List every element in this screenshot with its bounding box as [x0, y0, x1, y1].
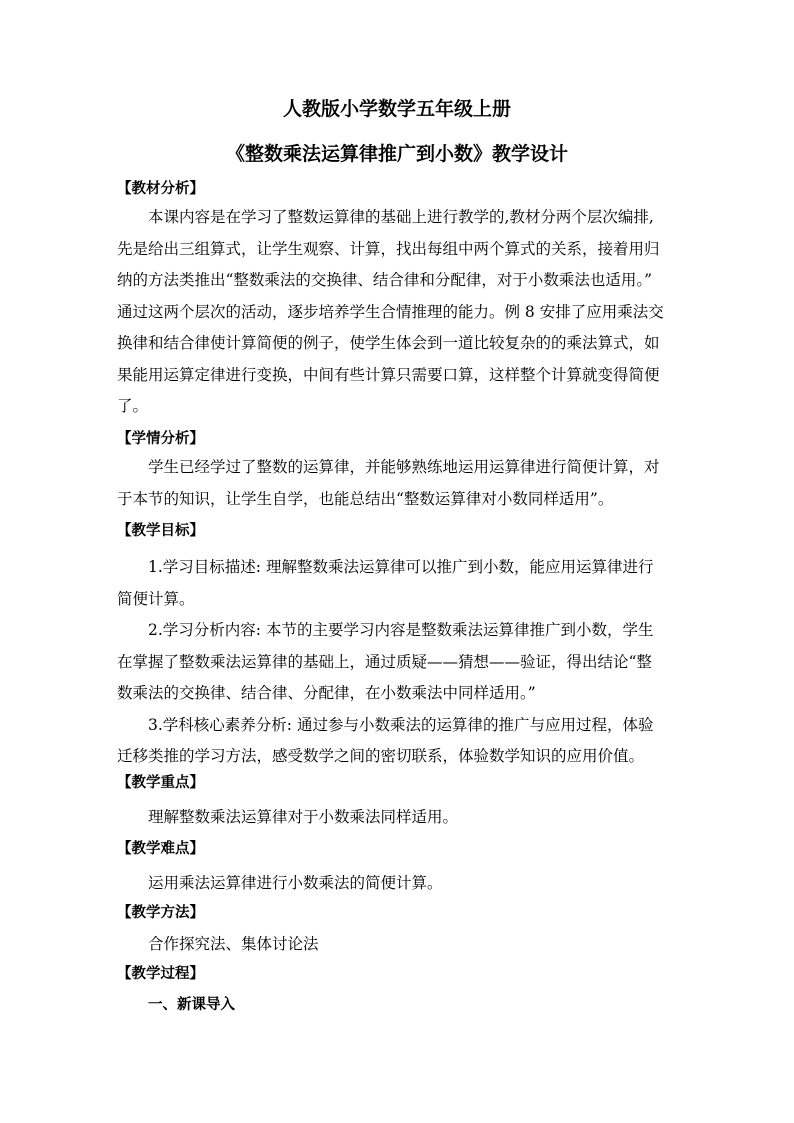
paragraph-line: 先是给出三组算式，让学生观察、计算，找出每组中两个算式的关系，接着用归 — [117, 239, 660, 258]
paragraph-line: 了。 — [117, 397, 149, 415]
paragraph-line: 数乘法的交换律、结合律、分配律，在小数乘法中同样适用。” — [117, 684, 536, 702]
paragraph-line: 果能用运算定律进行变换，中间有些计算只需要口算，这样整个计算就变得简便 — [117, 365, 660, 384]
section-heading-methods: 【教学方法】 — [117, 904, 204, 921]
paragraph-line: 于本节的知识，让学生自学，也能总结出“整数运算律对小数同样适用”。 — [117, 489, 614, 508]
section-body-difficulties: 运用乘法运算律进行小数乘法的简便计算。 — [148, 874, 443, 892]
section-subheading-intro: 一、新课导入 — [148, 996, 235, 1013]
document-title-line2: 《整数乘法运算律推广到小数》教学设计 — [225, 143, 568, 165]
paragraph-line: 本课内容是在学习了整数运算律的基础上进行教学的,教材分两个层次编排, — [148, 208, 654, 226]
paragraph-line: 迁移类推的学习方法，感受数学之间的密切联系，体验数学知识的应用价值。 — [117, 747, 645, 765]
section-heading-process: 【教学过程】 — [117, 965, 204, 982]
document-title-line1: 人教版小学数学五年级上册 — [282, 98, 511, 120]
section-heading-goals: 【教学目标】 — [117, 522, 204, 539]
section-heading-difficulties: 【教学难点】 — [117, 840, 204, 857]
paragraph-line: 1.学习目标描述: 理解整数乘法运算律可以推广到小数，能应用运算律进行 — [148, 558, 654, 576]
paragraph-line: 学生已经学过了整数的运算律，并能够熟练地运用运算律进行简便计算，对 — [148, 458, 660, 476]
paragraph-line: 换律和结合律使计算简便的例子，使学生体会到一道比较复杂的的乘法算式，如 — [117, 334, 660, 352]
paragraph-line: 在掌握了整数乘法运算律的基础上，通过质疑——猜想——验证，得出结论“整 — [117, 652, 652, 671]
section-heading-key-points: 【教学重点】 — [117, 774, 204, 791]
section-heading-material: 【教材分析】 — [117, 180, 204, 197]
section-body-goals — [117, 552, 677, 773]
section-heading-students: 【学情分析】 — [117, 430, 204, 447]
paragraph-line: 简便计算。 — [117, 589, 195, 608]
section-body-material — [117, 202, 677, 423]
section-body-key-points: 理解整数乘法运算律对于小数乘法同样适用。 — [148, 808, 459, 826]
paragraph-line: 2.学习分析内容: 本节的主要学习内容是整数乘法运算律推广到小数，学生 — [148, 621, 654, 639]
section-body-students — [117, 452, 677, 515]
section-body-methods: 合作探究法、集体讨论法 — [148, 935, 319, 953]
paragraph-line: 3.学科核心素养分析: 通过参与小数乘法的运算律的推广与应用过程，体验 — [148, 715, 654, 734]
paragraph-line: 通过这两个层次的活动，逐步培养学生合情推理的能力。例 8 安排了应用乘法交 — [117, 302, 664, 321]
paragraph-line: 纳的方法类推出“整数乘法的交换律、结合律和分配律，对于小数乘法也适用。” — [117, 271, 653, 289]
